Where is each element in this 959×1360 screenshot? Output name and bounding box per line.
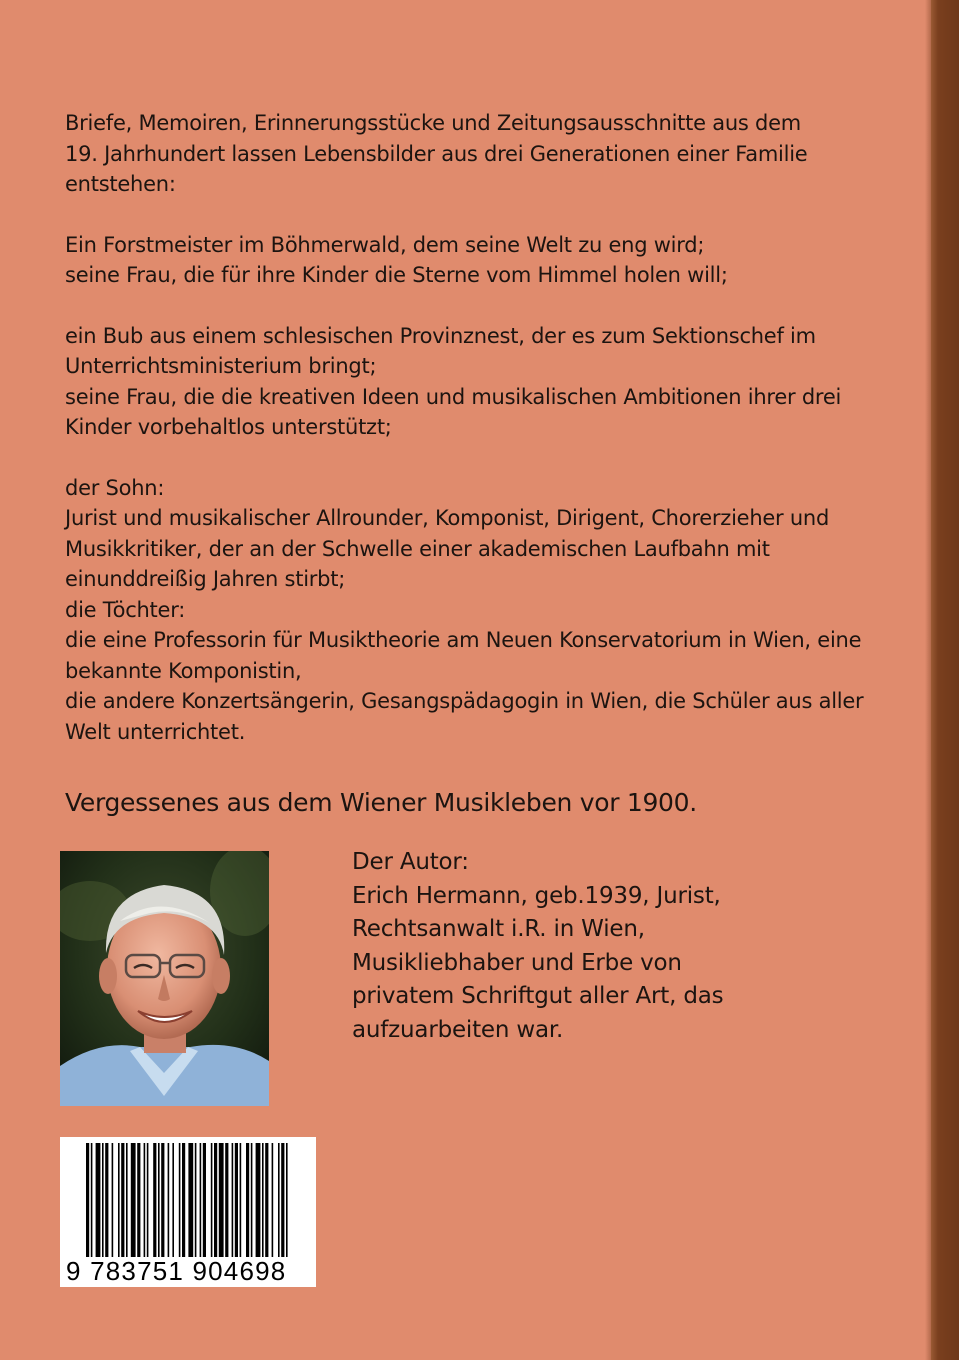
blurb-line: einunddreißig Jahren stirbt;: [65, 567, 346, 591]
barcode-bar: [188, 1143, 193, 1257]
barcode-bar: [200, 1143, 202, 1257]
author-photo: [60, 851, 269, 1106]
barcode-bar: [91, 1143, 93, 1257]
blurb-line: die eine Professorin für Musiktheorie am Neuen Konservatorium in Wien, eine: [65, 628, 862, 652]
author-line: Rechtsanwalt i.R. in Wien,: [352, 916, 645, 942]
blurb-line: die andere Konzertsängerin, Gesangspädagogin in Wien, die Schüler aus aller: [65, 689, 864, 713]
barcode-bar: [102, 1143, 104, 1257]
blurb-line: Kinder vorbehaltlos unterstützt;: [65, 415, 392, 439]
barcode-bar: [168, 1143, 170, 1257]
blurb-line: Welt unterrichtet.: [65, 719, 246, 744]
blurb-line: ein Bub aus einem schlesischen Provinznest, der es zum Sektionschef im: [65, 323, 816, 348]
barcode-bar: [246, 1143, 249, 1257]
barcode-bar: [195, 1143, 197, 1257]
isbn-number: 9 783751 904698: [66, 1256, 287, 1286]
blurb-line: der Sohn:: [65, 475, 165, 500]
barcode-bar: [286, 1143, 288, 1257]
barcode-bar: [235, 1143, 238, 1257]
isbn-barcode: [60, 1137, 316, 1287]
barcode-bar: [240, 1143, 242, 1257]
barcode-bar: [172, 1143, 174, 1257]
blurb-line: Briefe, Memoiren, Erinnerungsstücke und Zeitungsausschnitte aus dem: [65, 111, 801, 135]
barcode-bar: [232, 1143, 234, 1257]
blurb-line: entstehen:: [65, 172, 176, 196]
author-line: Erich Hermann, geb.1939, Jurist,: [352, 882, 721, 909]
barcode-bar: [179, 1143, 181, 1257]
blurb-line: seine Frau, die die kreativen Ideen und musikalischen Ambitionen ihrer drei: [65, 384, 842, 409]
barcode-bar: [137, 1143, 140, 1257]
barcode-bar: [121, 1143, 124, 1257]
blurb-line: bekannte Komponistin,: [65, 658, 302, 683]
blurb-line: Jurist und musikalischer Allrounder, Komponist, Dirigent, Chorerzieher und: [65, 506, 830, 530]
barcode-bar: [147, 1143, 149, 1257]
barcode-bar: [281, 1143, 284, 1257]
author-line: aufzuarbeiten war.: [352, 1016, 564, 1043]
barcode-bar: [131, 1143, 136, 1257]
barcode-bar: [278, 1143, 280, 1257]
blurb-line: die Töchter:: [65, 597, 186, 622]
barcode-bar: [144, 1143, 146, 1257]
barcode-bar: [96, 1143, 101, 1257]
barcode-bar: [182, 1143, 185, 1257]
blurb-line: 19. Jahrhundert lassen Lebensbilder aus drei Generationen einer Familie: [65, 141, 808, 166]
barcode-bar: [126, 1143, 128, 1257]
barcode-bar: [214, 1143, 217, 1257]
barcode-bar: [211, 1143, 213, 1257]
barcode-bar: [118, 1143, 120, 1257]
blurb-text: [65, 108, 875, 747]
barcode-bar: [105, 1143, 108, 1257]
barcode-bar: [161, 1143, 164, 1257]
barcode-bars-icon: [60, 1137, 316, 1257]
author-line: privatem Schriftgut aller Art, das: [352, 983, 724, 1009]
barcode-bar: [86, 1143, 89, 1257]
blurb-line: Ein Forstmeister im Böhmerwald, dem seine Welt zu eng wird;: [65, 232, 705, 257]
barcode-bar: [219, 1143, 224, 1257]
barcode-bar: [265, 1143, 268, 1257]
barcode-bar: [153, 1143, 156, 1257]
blurb-line: Unterrichtsministerium bringt;: [65, 354, 377, 378]
barcode-bar: [272, 1143, 274, 1257]
barcode-bar: [256, 1143, 261, 1257]
author-line: Der Autor:: [352, 849, 469, 875]
barcode-bar: [203, 1143, 206, 1257]
tagline: Vergessenes aus dem Wiener Musikleben vor 1900.: [65, 788, 697, 817]
barcode-bar: [158, 1143, 160, 1257]
blurb-line: seine Frau, die für ihre Kinder die Sterne vom Himmel holen will;: [65, 263, 728, 287]
barcode-bar: [262, 1143, 264, 1257]
author-bio: [352, 846, 812, 1047]
barcode-bar: [225, 1143, 228, 1257]
book-spine: [931, 0, 959, 1360]
barcode-bar: [251, 1143, 253, 1257]
author-line: Musikliebhaber und Erbe von: [352, 949, 682, 976]
author-portrait-icon: [60, 851, 269, 1106]
barcode-bar: [112, 1143, 114, 1257]
blurb-line: Musikkritiker, der an der Schwelle einer akademischen Laufbahn mit: [65, 536, 770, 561]
